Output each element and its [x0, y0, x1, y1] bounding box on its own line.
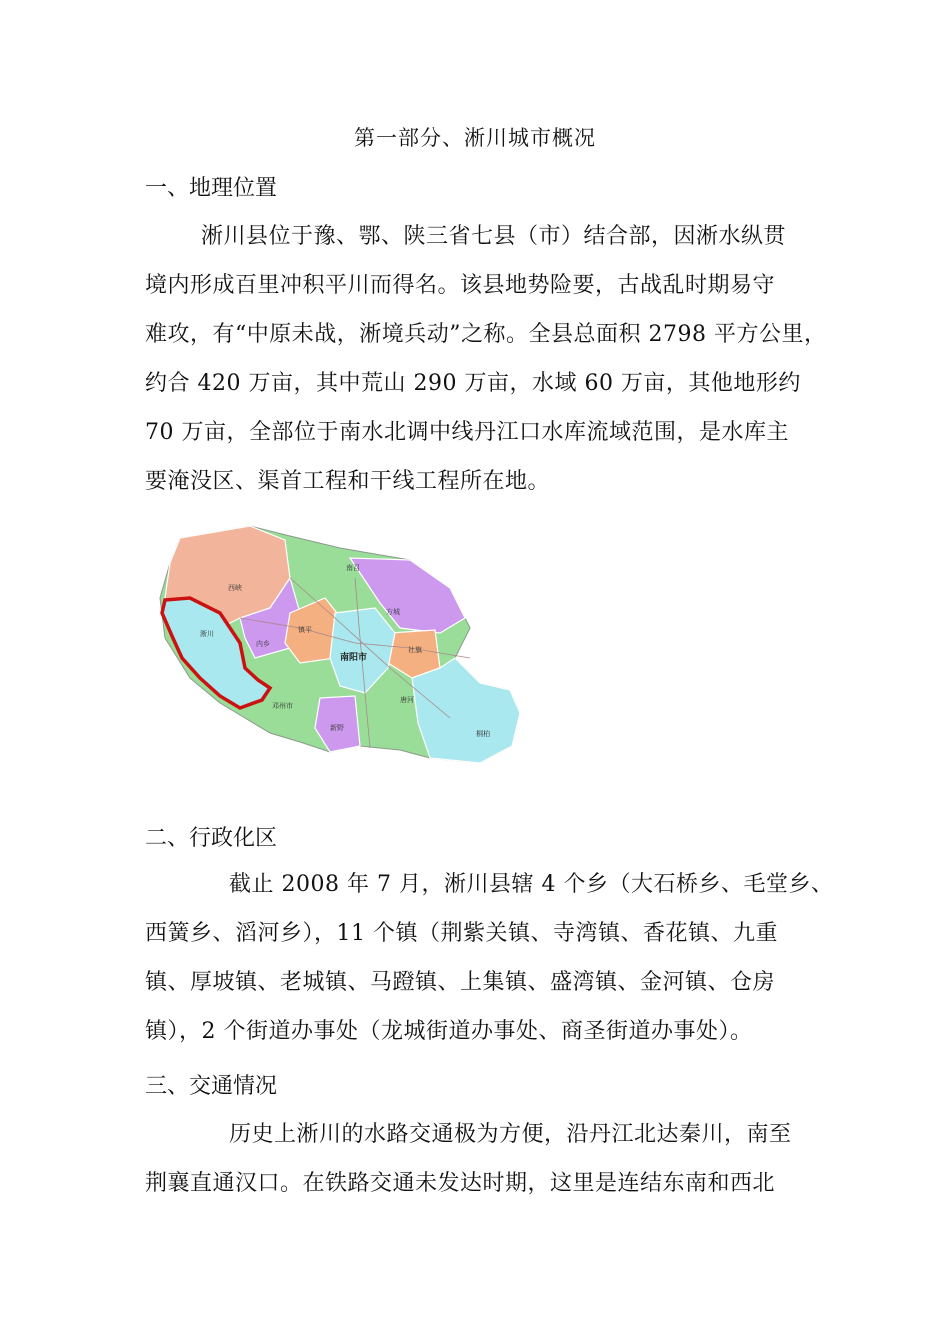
- paragraph-geography: [145, 212, 827, 506]
- map-label-xixia: 西峡: [228, 584, 242, 592]
- text-line: 镇、厚坡镇、老城镇、马蹬镇、上集镇、盛湾镇、金河镇、仓房: [145, 970, 776, 995]
- map-label-tongbai: 桐柏: [476, 730, 490, 738]
- map-label-fangcheng: 方城: [386, 608, 400, 616]
- map-label-sheqi: 社旗: [408, 646, 422, 654]
- text-line: 历史上淅川的水路交通极为方便，沿丹江北达秦川，南至: [229, 1122, 792, 1147]
- map-label-nanzhao: 南召: [346, 564, 360, 572]
- text-line: 难攻，有“中原未战，淅境兵动”之称。全县总面积 2798 平方公里，: [145, 322, 827, 347]
- map-label-tanghe: 唐河: [400, 696, 414, 704]
- text-line: 截止 2008 年 7 月，淅川县辖 4 个乡（大石桥乡、毛堂乡、: [229, 872, 834, 897]
- section-heading-geography: 一、地理位置: [145, 176, 278, 201]
- page-title: 第一部分、淅川城市概况: [354, 126, 596, 150]
- section-heading-administration: 二、行政化区: [145, 826, 278, 851]
- map-region-tongbai: [412, 658, 520, 763]
- paragraph-transport: [145, 1110, 807, 1208]
- region-map: [150, 518, 525, 773]
- text-line: 要淹没区、渠首工程和干线工程所在地。: [145, 469, 551, 494]
- text-line: 淅川县位于豫、鄂、陕三省七县（市）结合部，因淅水纵贯: [201, 224, 787, 249]
- text-line: 约合 420 万亩，其中荒山 290 万亩，水域 60 万亩，其他地形约: [145, 371, 801, 396]
- map-label-neixiang: 内乡: [256, 640, 270, 648]
- map-label-dengzhou: 邓州市: [272, 702, 293, 710]
- map-label-xichuan: 淅川: [200, 630, 214, 638]
- map-label-zhenping: 镇平: [298, 626, 312, 634]
- paragraph-administration: [145, 860, 834, 1056]
- text-line: 70 万亩，全部位于南水北调中线丹江口水库流域范围，是水库主: [145, 420, 789, 445]
- section-heading-transport: 三、交通情况: [145, 1074, 278, 1099]
- map-label-xinye: 新野: [330, 724, 344, 732]
- text-line: 荆襄直通汉口。在铁路交通未发达时期，这里是连结东南和西北: [145, 1171, 776, 1196]
- text-line: 镇），2 个街道办事处（龙城街道办事处、商圣街道办事处）。: [145, 1019, 753, 1044]
- text-line: 境内形成百里冲积平川而得名。该县地势险要，古战乱时期易守: [145, 273, 776, 298]
- text-line: 西簧乡、滔河乡），11 个镇（荆紫关镇、寺湾镇、香花镇、九重: [145, 921, 778, 946]
- map-label-nanyang: 南阳市: [340, 653, 368, 663]
